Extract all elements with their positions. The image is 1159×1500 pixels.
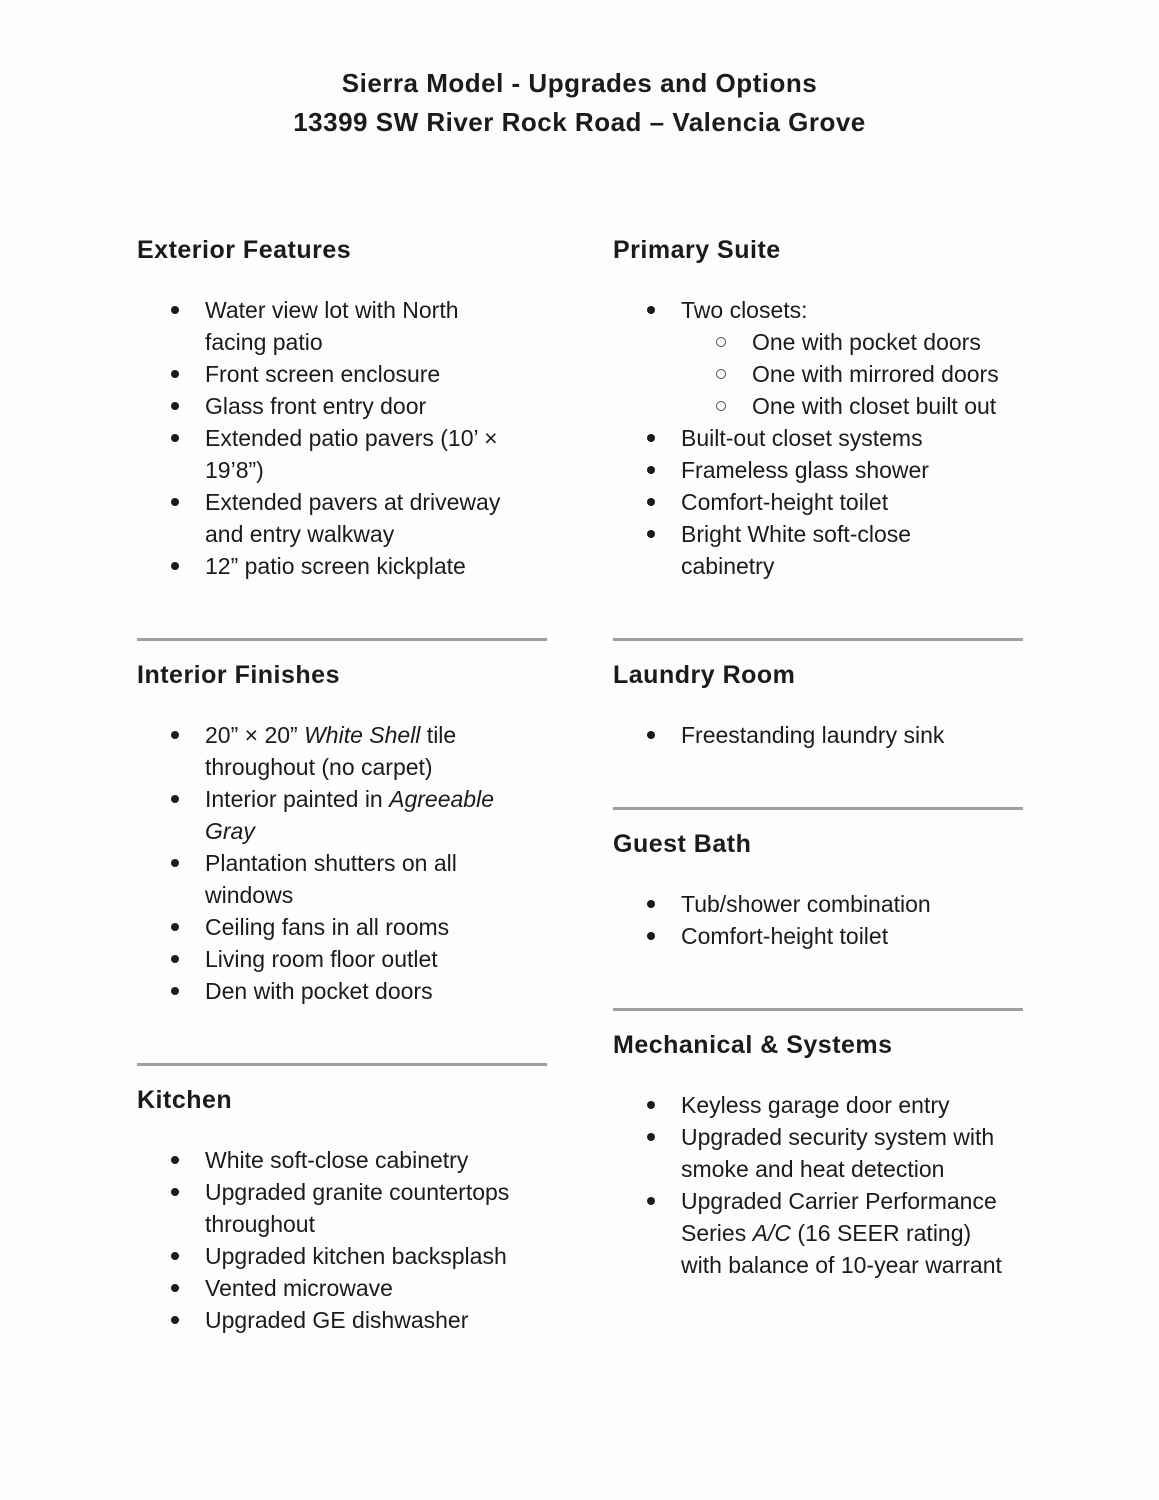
text: Plantation shutters on all	[205, 850, 457, 876]
bullet-item	[137, 550, 547, 582]
text: Ceiling fans in all rooms	[205, 914, 450, 940]
bullet-item	[137, 422, 547, 486]
text: Frameless glass shower	[681, 457, 929, 483]
bullet-item	[137, 975, 547, 1007]
section-heading-exterior-features: Exterior Features	[137, 236, 352, 264]
section-divider	[613, 1008, 1023, 1011]
section-heading-primary-suite: Primary Suite	[613, 236, 781, 264]
text: Extended pavers at driveway	[205, 489, 501, 515]
bullet-item	[137, 358, 547, 390]
bullet-item	[613, 719, 1023, 751]
bullet-list	[137, 719, 547, 1007]
text: Upgraded kitchen backsplash	[205, 1243, 507, 1269]
text: Two closets:	[681, 297, 808, 323]
bullet-item	[137, 783, 547, 847]
text: Bright White soft-close	[681, 521, 912, 547]
text: throughout (no carpet)	[205, 754, 433, 780]
italic-text: Agreeable	[389, 786, 494, 812]
bullet-list	[613, 1089, 1023, 1281]
section-heading-interior-finishes: Interior Finishes	[137, 661, 340, 689]
text: Built-out closet systems	[681, 425, 923, 451]
text: Upgraded security system with	[681, 1124, 995, 1150]
bullet-item	[137, 847, 547, 911]
text: Comfort-height toilet	[681, 489, 889, 515]
document-title	[0, 64, 1159, 142]
section-heading-guest-bath: Guest Bath	[613, 830, 752, 858]
bullet-item	[137, 390, 547, 422]
section-heading-mechanical-systems: Mechanical & Systems	[613, 1031, 893, 1059]
bullet-item	[137, 1144, 547, 1176]
bullet-item	[137, 943, 547, 975]
section-divider	[613, 638, 1023, 641]
section-divider	[137, 1063, 547, 1066]
sub-bullet-item	[613, 326, 1023, 358]
bullet-list	[137, 294, 547, 582]
text: Upgraded granite countertops	[205, 1179, 510, 1205]
text: Upgraded GE dishwasher	[205, 1307, 469, 1333]
text: One with mirrored doors	[752, 361, 999, 387]
text: windows	[205, 882, 294, 908]
bullet-item	[613, 422, 1023, 454]
text: Keyless garage door entry	[681, 1092, 950, 1118]
bullet-item	[613, 1185, 1023, 1281]
text: Upgraded Carrier Performance	[681, 1188, 997, 1214]
bullet-item	[613, 294, 1023, 326]
text: smoke and heat detection	[681, 1156, 945, 1182]
bullet-item	[137, 911, 547, 943]
bullet-list	[613, 294, 1023, 582]
text: facing patio	[205, 329, 323, 355]
bullet-item	[613, 486, 1023, 518]
text: and entry walkway	[205, 521, 395, 547]
bullet-item	[613, 920, 1023, 952]
bullet-item	[137, 486, 547, 550]
text: with balance of 10-year warrant	[681, 1252, 1002, 1278]
text: Den with pocket doors	[205, 978, 433, 1004]
text: Tub/shower combination	[681, 891, 931, 917]
text: Vented microwave	[205, 1275, 393, 1301]
section-primary-suite	[613, 234, 1023, 641]
bullet-list	[137, 1144, 547, 1336]
text: White soft-close cabinetry	[205, 1147, 469, 1173]
italic-text: White Shell	[304, 722, 421, 748]
right-column	[613, 234, 1023, 1337]
section-laundry-room	[613, 659, 1023, 810]
bullet-item	[137, 1176, 547, 1240]
section-kitchen	[137, 1084, 547, 1336]
text: Glass front entry door	[205, 393, 427, 419]
text: One with closet built out	[752, 393, 997, 419]
text: 20” × 20”	[205, 722, 305, 748]
text: Water view lot with North	[205, 297, 459, 323]
text: Extended patio pavers (10’ ×	[205, 425, 498, 451]
bullet-item	[137, 719, 547, 783]
sub-bullet-item	[613, 358, 1023, 390]
section-divider	[613, 807, 1023, 810]
text: One with pocket doors	[752, 329, 981, 355]
bullet-item	[613, 454, 1023, 486]
text: Living room floor outlet	[205, 946, 438, 972]
bullet-item	[137, 1272, 547, 1304]
bullet-list	[613, 888, 1023, 952]
text: 12” patio screen kickplate	[205, 553, 466, 579]
text: Comfort-height toilet	[681, 923, 889, 949]
title-line-2: 13399 SW River Rock Road – Valencia Grove	[293, 107, 866, 137]
italic-text: Gray	[205, 818, 255, 844]
bullet-item	[613, 1089, 1023, 1121]
bullet-item	[137, 1304, 547, 1336]
bullet-item	[137, 1240, 547, 1272]
italic-text: A/C	[752, 1220, 791, 1246]
section-guest-bath	[613, 828, 1023, 1011]
section-interior-finishes	[137, 659, 547, 1066]
text: Series	[681, 1220, 753, 1246]
text: (16 SEER rating)	[790, 1220, 972, 1246]
section-heading-laundry-room: Laundry Room	[613, 661, 796, 689]
bullet-item	[613, 1121, 1023, 1185]
bullet-item	[613, 518, 1023, 582]
content-columns	[0, 234, 1159, 1392]
section-heading-kitchen: Kitchen	[137, 1086, 233, 1114]
bullet-item	[137, 294, 547, 358]
text: Interior painted in	[205, 786, 390, 812]
text: 19’8”)	[205, 457, 264, 483]
text: cabinetry	[681, 553, 775, 579]
text: Freestanding laundry sink	[681, 722, 945, 748]
text: Front screen enclosure	[205, 361, 441, 387]
section-divider	[137, 638, 547, 641]
text: tile	[420, 722, 457, 748]
section-mechanical-systems	[613, 1029, 1023, 1281]
title-line-1: Sierra Model - Upgrades and Options	[341, 68, 818, 98]
left-column	[137, 234, 547, 1392]
bullet-list	[613, 719, 1023, 751]
bullet-item	[613, 888, 1023, 920]
text: throughout	[205, 1211, 315, 1237]
section-exterior-features	[137, 234, 547, 641]
sub-bullet-item	[613, 390, 1023, 422]
